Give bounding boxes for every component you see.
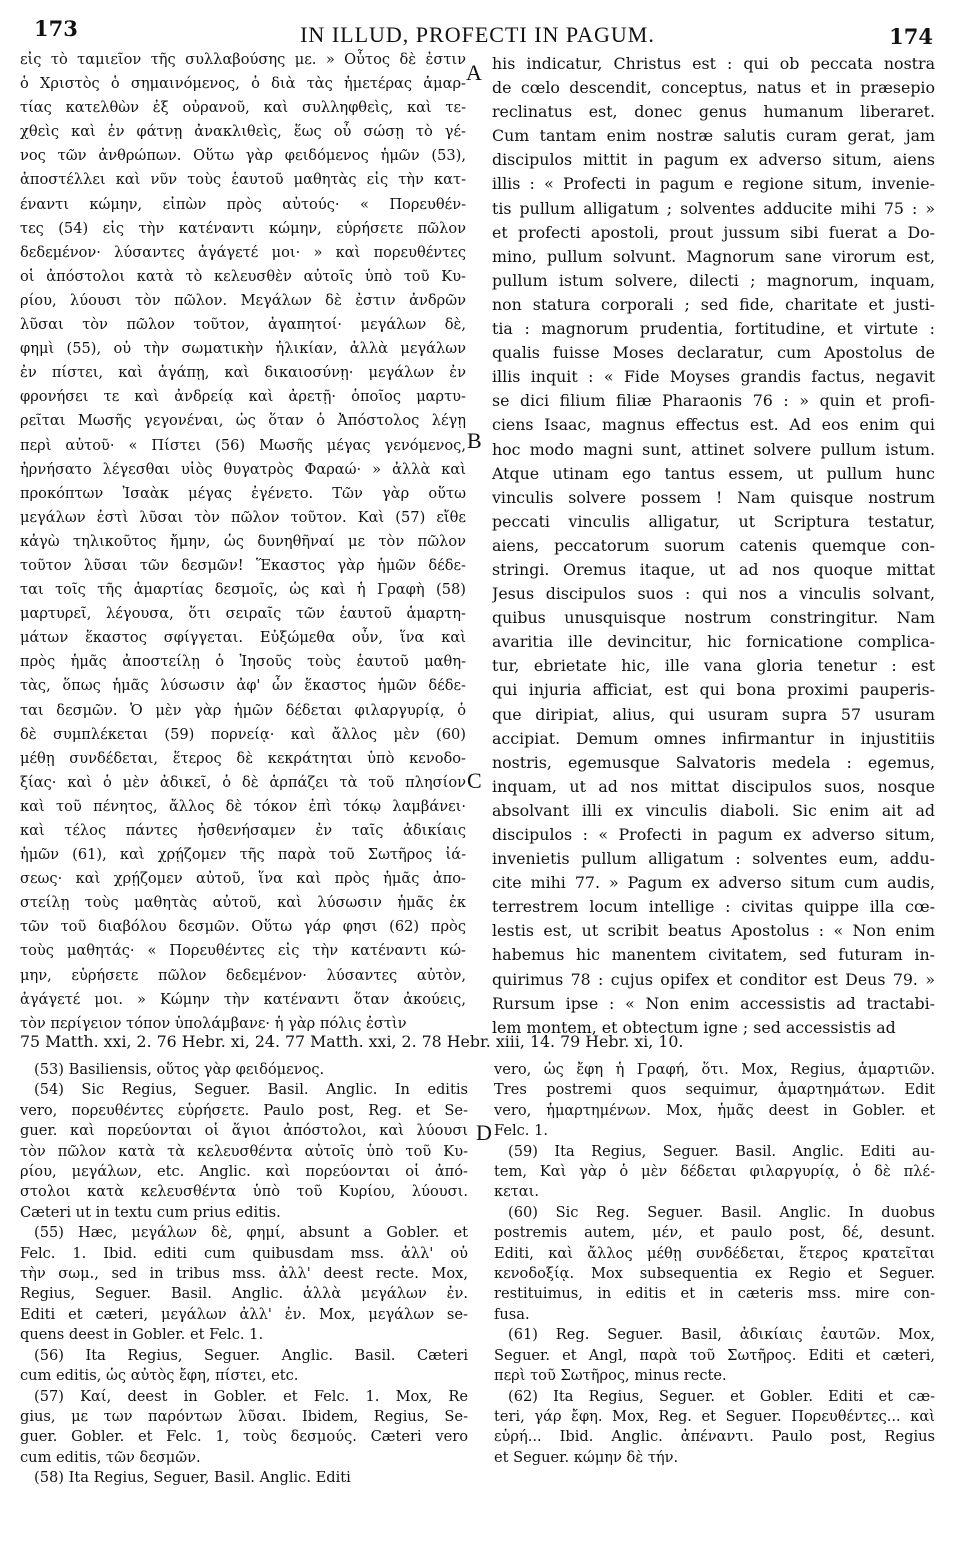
latin-text-line: lem montem, et obtectum igne ; sed accessistis ad [492,1017,896,1037]
greek-text-line: ἀποστέλλει καὶ νῦν τοὺς ἑαυτοῦ μαθητὰς εἰς τὴν κατ- [20,171,466,189]
footnote-line: κενοδοξίᾳ. Mox subsequentia ex Regio et Seguer. [494,1265,935,1283]
latin-text-line: vinculis solvere possem ! Nam quisque nostrum [492,487,935,507]
latin-text-line: qui injuria afficiat, est qui bona proximi pauperis- [492,680,935,700]
latin-text-line: que diripiat, alius, qui usuram supra 57 usuram [492,704,935,724]
greek-text-line: ὁ Χριστὸς ὁ σημαινόμενος, ὁ διὰ τὰς ἡμετέρας ἁμαρ- [20,75,466,93]
footnote-line: Felc. 1. [494,1122,549,1140]
footnote-line: (53) Basiliensis, οὕτος γὰρ φειδόμενος. [34,1061,325,1078]
footnote-line: Seguer. et Angl, παρὰ τοῦ Σωτῆρος. Editi et cæteri, [494,1346,935,1364]
running-header [0,14,955,50]
footnote-line: (55) Hæc, μεγάλων δὲ, φημί, absunt a Gobler. et [34,1224,468,1242]
footnote-line: περὶ τοῦ Σωτῆρος, minus recte. [494,1367,727,1385]
latin-text-line: Atque utinam ego tantus essem, ut pullum hunc [492,463,935,483]
footnote-line: gius, με των παρόντων λῦσαι. Ibidem, Regius, Se- [20,1407,468,1425]
greek-text-line: έναντι κώμην, εἰπὼν πρὸς αὐτούς· « Πορευθέν- [20,195,466,213]
footnote-line: Cæteri ut in textu cum prius editis. [20,1203,281,1221]
running-title: IN ILLUD, PROFECTI IN PAGUM. [300,22,655,47]
latin-text-line: hoc modo magni sunt, attinet solvere pullum istum. [492,439,935,459]
footnote-line: (62) Ita Regius, Seguer. et Gobler. Editi et cæ- [508,1387,935,1405]
footnote-line: vero, ὡς ἔφη ἡ Γραφή, ὅτι. Mox, Regius, ἁμαρτιῶν. [494,1061,935,1078]
greek-text-line: τοὺς μαθητάς· « Πορευθέντες εἰς τὴν κατέναντι κώ- [20,942,466,960]
footnote-line: guer. καὶ πορεύονται οἱ ἅγιοι ἀπόστολοι, καὶ λύουσι [20,1122,468,1140]
latin-text-line: se dici filium filiæ Pharaonis 76 : » quin et profi- [492,391,935,411]
latin-text-line: habemus hic manentem civitatem, sed futuram in- [492,945,935,965]
footnote-line: (60) Sic Reg. Seguer. Basil. Anglic. In duobus [508,1203,935,1221]
latin-text-line: Cum tantam enim nostræ salutis curam gerat, jam [492,126,935,146]
greek-text-line: μέθῃ συνδέδεται, ἕτερος δὲ κεκράτηται ὑπὸ κενοδο- [20,749,466,767]
greek-text-line: καὶ τέλος πάντες ἠσθενήσαμεν ἐν ταῖς ἀδικίαις [20,822,466,839]
latin-text-line: aiens, peccatorum suorum catenis quemque con- [492,535,935,555]
footnote-line: τὴν σωμ., sed in tribus mss. ἀλλ' deest recte. Mox, [20,1265,468,1283]
footnote-line: cum editis, τῶν δεσμῶν. [20,1448,201,1466]
greek-text-line: φημὶ (55), οὐ τὴν σωματικὴν ἡλικίαν, ἀλλὰ μεγάλων [20,340,466,358]
margin-letter-d: D [476,1120,492,1145]
footnote-line: (61) Reg. Seguer. Basil, ἀδικίαις ἑαυτῶν. Mox, [508,1326,935,1344]
latin-text-line: quibus unusquisque nostrum constringitur. Nam [492,608,935,628]
footnote-line: στολοι κατὰ κελευσθέντα ὑπὸ τοῦ Κυρίου, λύουσι. [20,1183,468,1201]
latin-text-line: quirimus 78 : cujus opifex et conditor est Deus 79. » [492,969,935,989]
greek-text-line: ἠρνήσατο λέγεσθαι υἱὸς θυγατρὸς Φαραώ· » ἀλλὰ καὶ [20,460,466,478]
margin-letter-b: B [467,428,482,453]
footnote-line: (59) Ita Regius, Seguer. Basil. Anglic. Editi au- [508,1142,935,1160]
footnote-line: vero, πορευθέντες εὑρήσετε. Paulo post, Reg. et Se- [20,1101,468,1119]
latin-text-line: stringi. Oremus itaque, ut ad nos quoque mittat [492,559,935,579]
greek-text-line: ρεῖται Μωσῆς γεγονέναι, ὡς ὅταν ὁ Ἀπόστολος λέγῃ [20,412,466,430]
latin-text-line: absolvant illi ex vinculis diaboli. Sic enim ait ad [492,800,935,820]
greek-text-line: τοῦτον λῦσαι τῶν δεσμῶν! Ἕκαστος γὰρ ἡμῶν δέδε- [20,556,466,574]
greek-text-line: μαρτυρεῖ, λέγουσα, ὅτι σειραῖς τῶν ἑαυτοῦ ἁμαρτη- [20,605,466,623]
footnote-line: tem, Καὶ γὰρ ὁ μὲν δέδεται φιλαργυρίᾳ, ὁ δὲ πλέ- [494,1163,935,1181]
footnotes-right-column [494,1060,935,1468]
latin-text-column [492,52,935,1040]
greek-text-line: ται δεσμῶν. Ὁ μὲν γὰρ ἡμῶν δέδεται φιλαργυρίᾳ, ὁ [20,701,466,719]
footnote-line: Regius, Seguer. Basil. Anglic. ἀλλὰ μεγάλων ἐν. [20,1285,468,1303]
footnote-line: τὸν πῶλον κατὰ τὰ κελευσθέντα αὐτοῖς ὑπὸ τοῦ Κυ- [20,1142,468,1160]
greek-text-line: κἀγὼ τηλικοῦτος ἤμην, ὡς δυνηθῆναί με τὸν πῶλον [20,532,466,550]
greek-text-line: ρίου, λύουσι τὸν πῶλον. Μεγάλων δὲ ἐστιν ἀνδρῶν [20,291,466,309]
latin-text-line: et profecti apostoli, prout jussum sibi fuerat a Do- [492,222,935,242]
footnote-line: teri, γάρ ἔφη. Mox, Reg. et Seguer. Πορευθέντες... καὶ [494,1407,935,1425]
latin-text-line: discipulos mittit in pagum ex adverso situm, aiens [492,150,935,170]
scripture-references: 75 Matth. xxi, 2. 76 Hebr. xi, 24. 77 Matth. xxi, 2. 78 Hebr. xiii, 14. 79 Hebr. xi, 10. [20,1032,684,1051]
footnote-line: cum editis, ὡς αὐτὸς ἔφη, πίστει, etc. [20,1367,299,1385]
latin-text-line: illis inquit : « Fide Moyses grandis factus, negavit [492,367,935,387]
footnote-line: fusa. [494,1305,530,1323]
greek-text-line: οἱ ἀπόστολοι κατὰ τὸ κελευσθὲν αὐτοῖς ὑπὸ τοῦ Κυ- [20,267,466,285]
greek-text-line: στείλῃ τοὺς μαθητὰς αὐτοῦ, καὶ λύσωσιν ἡμᾶς ἐκ [20,894,466,912]
greek-text-column [20,48,466,1036]
latin-text-line: terrestrem locum intellige : civitas quippe illa cœ- [492,897,935,917]
footnote-line: (57) Καί, deest in Gobler. et Felc. 1. Mox, Re [34,1387,468,1405]
latin-text-line: illis : « Profecti in pagum e regione situm, invenie- [492,174,935,194]
greek-text-line: δὲ συμπλέκεται (59) πορνείᾳ· καὶ ἄλλος μὲν (60) [20,725,466,743]
latin-text-line: tia : magnorum prudentia, fortitudine, et virtute : [492,319,935,339]
footnote-line: κεται. [494,1183,539,1201]
footnote-line: (54) Sic Regius, Seguer. Basil. Anglic. In editis [34,1081,468,1099]
latin-text-line: qualis fuisse Moses declaratur, cum Apostolus de [492,343,935,363]
greek-text-line: τίας κατελθὼν ἐξ οὐρανοῦ, καὶ συλληφθεὶς, καὶ τε- [20,99,466,117]
footnote-line: εὑρή... Ibid. Anglic. ἀπέναντι. Paulo post, Regius [494,1428,935,1446]
greek-text-line: καὶ τοῦ πένητος, ἄλλος δὲ τόκον ἐπὶ τόκῳ λαμβάνει· [20,797,466,815]
greek-text-line: μάτων ἕκαστος σφίγγεται. Εὐξώμεθα οὖν, ἵνα καὶ [20,629,466,647]
latin-text-line: peccati vinculis alligatur, ut Scriptura testatur, [492,511,935,531]
latin-text-line: accipiat. Demum omnes infirmantur in injustitiis [492,728,935,748]
footnote-line: postremis autem, μέν, et paulo post, δέ, desunt. [494,1224,935,1242]
greek-text-line: τῶν τοῦ διαβόλου δεσμῶν. Οὕτω γάρ φησι (62) πρὸς [20,918,466,936]
margin-letter-c: C [467,768,482,793]
latin-text-line: non statura corporali ; sed fide, charitate et justi- [492,294,935,314]
margin-letter-a: A [466,60,482,85]
latin-text-line: his indicatur, Christus est : qui ob peccata nostra [492,54,935,73]
greek-text-line: τες (54) εἰς τὴν κατέναντι κώμην, εὑρήσετε πῶλον [20,219,466,237]
greek-text-line: εἰς τὸ ταμιεῖον τῆς συλλαβούσης με. » Οὗτος δὲ ἐστιν [20,51,466,68]
greek-text-line: λῦσαι τὸν πῶλον τοῦτον, ἀγαπητοί· μεγάλων δὲ, [20,316,466,334]
greek-text-line: ἡμῶν (61), καὶ χρῄζομεν τῆς παρὰ τοῦ Σωτῆρος ἰά- [20,846,466,864]
latin-text-line: discipulos : « Profecti in pagum ex adverso situm, [492,825,935,844]
latin-text-line: invenietis pullum alligatum : solventes eum, addu- [492,849,935,869]
footnote-line: ρίου, μεγάλων, etc. Anglic. καὶ πορεύονται οἱ ἀπό- [20,1163,468,1181]
greek-text-line: πρὸς ἡμᾶς ἀποστείλῃ ὁ Ἰησοῦς τοὺς ἑαυτοῦ μαθη- [20,653,466,671]
greek-text-line: τὰς, ὅπως ἡμᾶς λύσωσιν ἀφ' ὧν ἕκαστος ἡμῶν δέδε- [20,677,466,695]
footnote-line: (58) Ita Regius, Seguer, Basil. Anglic. Editi [34,1469,351,1487]
latin-text-line: Jesus discipulos suos : qui nos a vinculis solvant, [492,584,935,604]
footnotes-left-column [20,1060,468,1489]
latin-text-line: de cœlo descendit, conceptus, natus et in præsepio [492,78,935,98]
greek-text-line: τὸν περίγειον τόπον ὑπολάμβανε· ἡ γὰρ πόλις ἐστὶν [20,1014,407,1032]
greek-text-line: περὶ αὐτοῦ· « Πίστει (56) Μωσῆς μέγας γενόμενος, [20,436,466,454]
footnote-line: restituimus, in editis et in cæteris mss. mire con- [494,1285,935,1303]
footnote-line: Editi, καὶ ἄλλος μέθῃ συνδέδεται, ἕτερος κρατεῖται [494,1244,935,1262]
footnote-line: Tres postremi quos sequimur, ἁμαρτημάτων. Edit [494,1081,935,1099]
greek-text-line: χθεὶς καὶ ἐν φάτνῃ ἀνακλιθεὶς, ἕως οὗ σώσῃ τὸ γέ- [20,123,466,141]
footnote-line: guer. Gobler. et Felc. 1, τοὺς δεσμούς. Cæteri vero [20,1428,468,1446]
footnote-line: quens deest in Gobler. et Felc. 1. [20,1326,264,1344]
greek-text-line: ἐν πίστει, καὶ ἀγάπῃ, καὶ δικαιοσύνῃ· μεγάλων ἐν [20,364,466,382]
latin-text-line: inquam, ut ad nos mittat discipulos suos, nosque [492,776,935,796]
greek-text-line: φρονήσει τε καὶ ἀνδρείᾳ καὶ ἀρετῇ· ὁποῖος μαρτυ- [20,388,466,406]
greek-text-line: προκόπτων Ἰσαὰκ μέγας ἐγένετο. Τῶν γὰρ οὕτω [20,484,466,502]
greek-text-line: νος τῶν ἀνθρώπων. Οὕτω γὰρ φειδόμενος ἡμῶν (53), [20,147,466,165]
greek-text-line: μεγάλων ἐστὶ λῦσαι τὸν πῶλον τοῦτον. Καὶ (57) εἴθε [20,508,466,526]
latin-text-line: reclinatus est, donec genus humanum liberaret. [492,102,935,122]
greek-text-line: σεως· καὶ χρῄζομεν αὐτοῦ, ἵνα καὶ πρὸς ἡμᾶς ἀπο- [20,870,466,888]
footnote-line: (56) Ita Regius, Seguer. Anglic. Basil. Cæteri [34,1346,468,1364]
latin-text-line: Rursum ipse : « Non enim accessistis ad tractabi- [492,993,935,1013]
greek-text-line: ται τοῖς τῆς ἁμαρτίας δεσμοῖς, ὡς καὶ ἡ Γραφὴ (58) [20,581,466,599]
greek-text-line: ξίας· καὶ ὁ μὲν ἀδικεῖ, ὁ δὲ ἁρπάζει τὰ τοῦ πλησίον [20,773,466,791]
latin-text-line: cite mihi 77. » Pagum ex adverso situm cum audis, [492,873,935,893]
footnote-line: Editi et cæteri, μεγάλων ἀλλ' ἐν. Mox, μεγάλων se- [20,1305,468,1323]
greek-text-line: μην, εὑρήσετε πῶλον δεδεμένον· λύσαντες αὐτὸν, [20,966,466,984]
latin-text-line: avaritia ille devincitur, hic fornicatione complica- [492,632,935,652]
page-number-right: 174 [889,24,933,49]
latin-text-line: tis pullum alligatum ; solventes adducite mihi 75 : » [492,198,935,218]
latin-text-line: ciens Isaac, magnus effectus est. Ad eos enim qui [492,415,935,435]
greek-text-line: δεδεμένον· λύσαντες ἀγάγετέ μοι· » καὶ πορευθέντες [20,243,466,261]
greek-text-line: ἀγάγετέ μοι. » Κώμην τὴν κατέναντι ὅταν ἀκούεις, [20,990,466,1008]
footnote-line: et Seguer. κώμην δὲ τήν. [494,1448,679,1466]
footnote-line: Felc. 1. Ibid. editi cum quibusdam mss. ἀλλ' οὐ [20,1244,468,1262]
latin-text-line: lestis est, ut scribit beatus Apostolus : « Non enim [492,921,935,941]
latin-text-line: mino, pullum solvunt. Magnorum sane virorum est, [492,246,935,266]
latin-text-line: tur, ebrietate hic, ille vana gloria tenetur : est [492,656,935,676]
latin-text-line: nostris, egemusque Salvatoris medela : egemus, [492,752,935,772]
footnote-line: vero, ἡμαρτημένων. Mox, ἡμᾶς deest in Gobler. et [494,1101,935,1119]
latin-text-line: pullum istum solvere, dilecti ; magnorum, inquam, [492,270,935,290]
page-number-left: 173 [34,16,78,41]
